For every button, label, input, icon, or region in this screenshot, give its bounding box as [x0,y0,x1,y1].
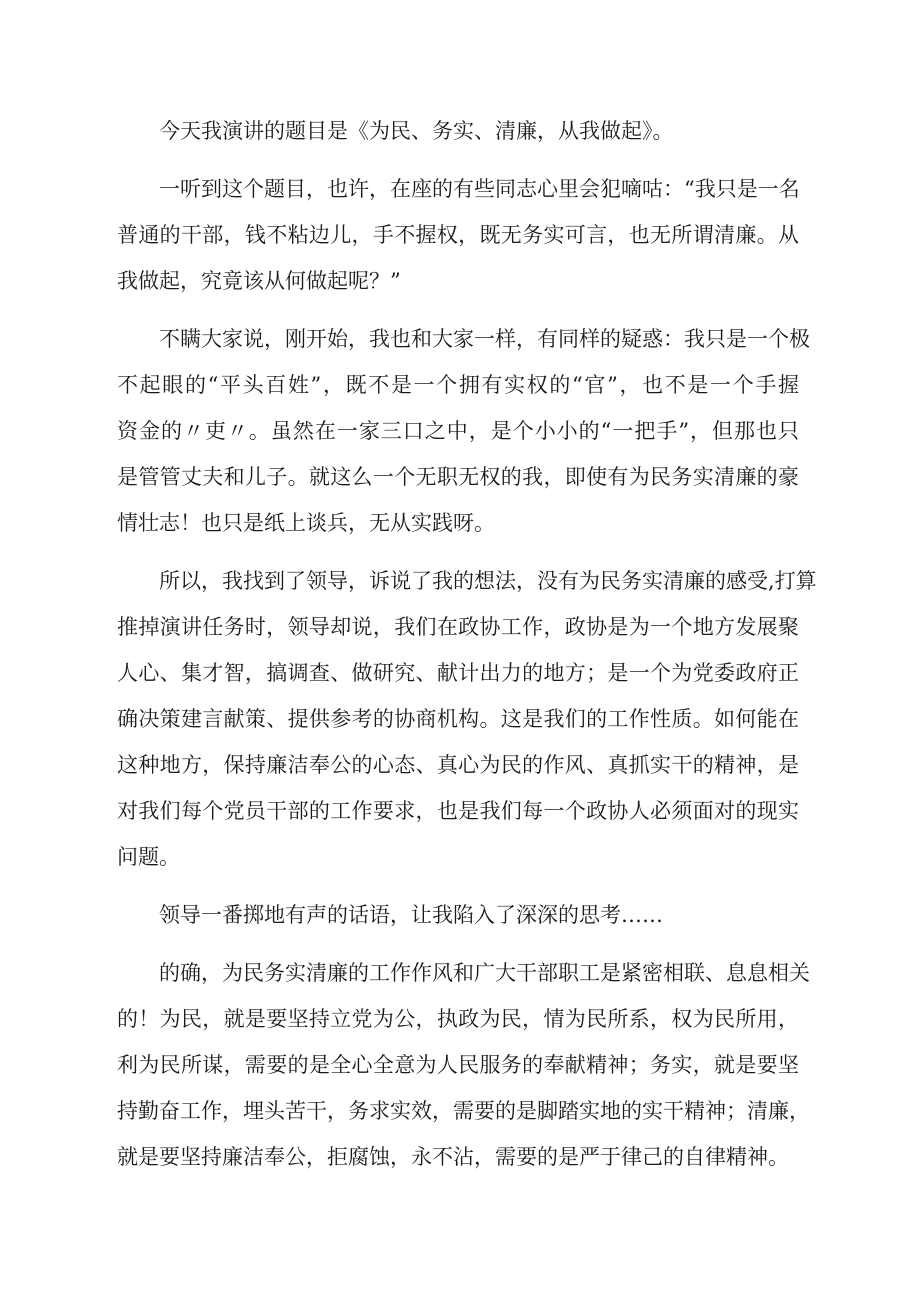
paragraph-line: 确决策建言献策、提供参考的协商机构。这是我们的工作性质。如何能在 [117,707,799,731]
paragraph-line: 的确，为民务实清廉的工作作风和广大干部职工是紧密相联、息息相关 [159,961,810,985]
paragraph-line: 问题。 [117,845,180,869]
paragraph-line: 领导一番掷地有声的话语，让我陷入了深深的思考…… [159,903,663,927]
paragraph-line: 这种地方，保持廉洁奉公的心态、真心为民的作风、真抓实干的精神，是 [117,753,799,777]
paragraph-line: 情壮志！也只是纸上谈兵，无从实践呀。 [117,511,495,535]
document-body [117,108,817,1192]
paragraph-line: 的！为民，就是要坚持立党为公，执政为民，情为民所系，权为民所用， [117,1007,799,1031]
paragraph-line: 资金的〃吏〃。虽然在一家三口之中，是个小小的“一把手”，但那也只 [117,419,799,443]
paragraph-line: 普通的干部，钱不粘边儿，手不握权，既无务实可言，也无所谓清廉。从 [117,223,799,247]
paragraph [117,108,799,154]
paragraph [117,950,810,1180]
paragraph-line: 对我们每个党员干部的工作要求，也是我们每一个政协人必须面对的现实 [117,799,799,823]
paragraph-line: 人心、集才智，搞调查、做研究、献计出力的地方；是一个为党委政府正 [117,661,799,685]
paragraph [117,166,799,304]
paragraph-line: 我做起，究竟该从何做起呢？” [117,269,401,293]
paragraph-line: 不瞒大家说，刚开始，我也和大家一样，有同样的疑惑：我只是一个极 [159,327,810,351]
paragraph-line: 所以，我找到了领导，诉说了我的想法，没有为民务实清廉的感受,打算 [159,569,817,593]
paragraph-line: 是管管丈夫和儿子。就这么一个无职无权的我，即使有为民务实清廉的豪 [117,465,799,489]
paragraph-line: 不起眼的“平头百姓”，既不是一个拥有实权的“官”，也不是一个手握 [117,373,799,397]
paragraph-line: 推掉演讲任务时，领导却说，我们在政协工作，政协是为一个地方发展聚 [117,615,799,639]
paragraph [117,316,810,546]
paragraph [117,892,799,938]
paragraph-line: 持勤奋工作，埋头苦干，务求实效，需要的是脚踏实地的实干精神；清廉， [117,1099,810,1123]
paragraph-line: 一听到这个题目，也许，在座的有些同志心里会犯嘀咕：“我只是一名 [159,177,800,201]
paragraph-line: 今天我演讲的题目是《为民、务实、清廉，从我做起》。 [159,119,674,143]
paragraph [117,558,817,880]
paragraph-line: 就是要坚持廉洁奉公，拒腐蚀，永不沾，需要的是严于律己的自律精神。 [117,1145,789,1169]
paragraph-line: 利为民所谋，需要的是全心全意为人民服务的奉献精神；务实，就是要坚 [117,1053,799,1077]
